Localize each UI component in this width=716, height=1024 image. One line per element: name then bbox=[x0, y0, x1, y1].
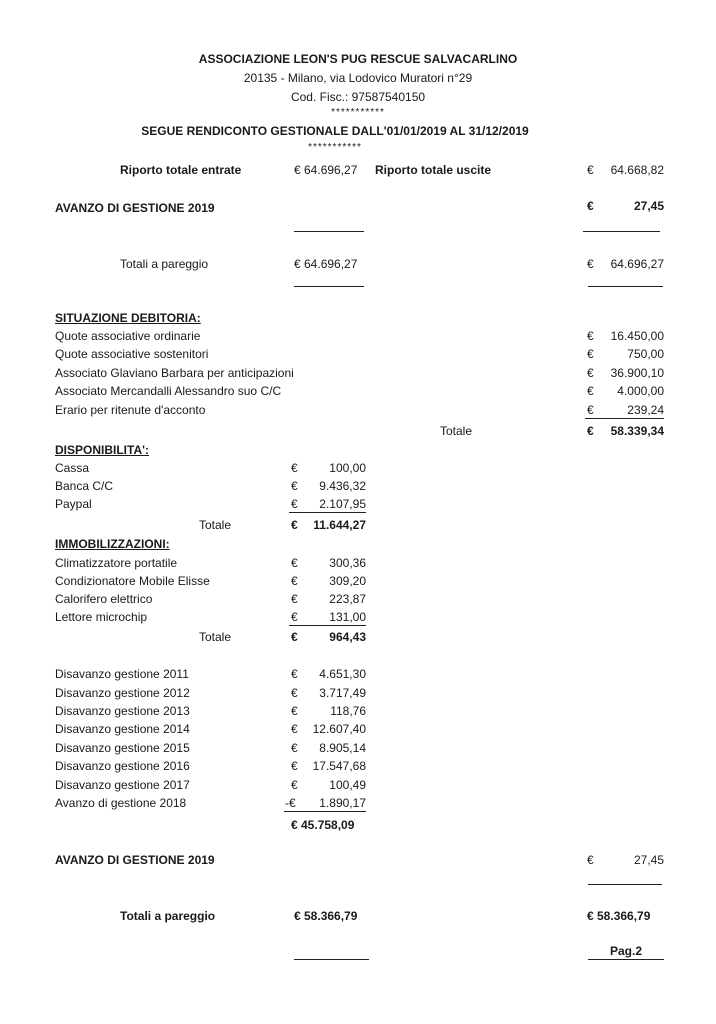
divider bbox=[294, 959, 369, 960]
debt-total-label: Totale bbox=[440, 424, 473, 438]
riporto-entrate-label: Riporto totale entrate bbox=[120, 163, 242, 177]
currency-symbol: € bbox=[291, 630, 298, 644]
divider bbox=[583, 231, 660, 232]
currency-symbol: -€ bbox=[285, 796, 296, 810]
currency-symbol: € bbox=[291, 592, 298, 606]
deficit-item-label: Disavanzo gestione 2013 bbox=[55, 704, 190, 718]
report-subtitle: SEGUE RENDICONTO GESTIONALE DALL'01/01/2019 AL 31/12/2019 bbox=[141, 124, 529, 138]
deficit-item-label: Disavanzo gestione 2016 bbox=[55, 759, 190, 773]
currency-symbol: € bbox=[587, 199, 594, 213]
deficit-item-label: Disavanzo gestione 2012 bbox=[55, 686, 190, 700]
currency-symbol: € bbox=[587, 257, 594, 271]
deficit-item-value: 3.717,49 bbox=[319, 686, 366, 700]
currency-symbol: € bbox=[587, 424, 594, 438]
deficit-item-value: 1.890,17 bbox=[319, 796, 366, 810]
deficit-item-label: Disavanzo gestione 2011 bbox=[55, 667, 189, 681]
currency-symbol: € bbox=[587, 163, 594, 177]
asset-item-value: 9.436,32 bbox=[319, 479, 366, 493]
fixed-asset-total-label: Totale bbox=[199, 630, 232, 644]
fixed-asset-value: 131,00 bbox=[329, 610, 366, 624]
deficit-item-value: 12.607,40 bbox=[312, 722, 366, 736]
currency-symbol: € bbox=[291, 556, 298, 570]
debt-item-value: 239,24 bbox=[627, 403, 664, 417]
debt-item-label: Associato Glaviano Barbara per anticipazioni bbox=[55, 366, 294, 380]
deficit-item-value: 100,49 bbox=[329, 778, 366, 792]
asset-item-label: Cassa bbox=[55, 461, 90, 475]
separator-stars: *********** bbox=[331, 107, 385, 118]
deficit-item-value: 8.905,14 bbox=[319, 741, 366, 755]
deficit-total-value: € 45.758,09 bbox=[291, 818, 355, 832]
divider bbox=[294, 231, 364, 232]
riporto-uscite-label: Riporto totale uscite bbox=[375, 163, 492, 177]
separator-stars: *********** bbox=[308, 142, 362, 153]
asset-total-label: Totale bbox=[199, 518, 232, 532]
deficit-item-label: Disavanzo gestione 2014 bbox=[55, 722, 190, 736]
currency-symbol: € bbox=[587, 403, 594, 417]
fixed-asset-label: Climatizzatore portatile bbox=[55, 556, 178, 570]
divider bbox=[289, 512, 366, 513]
totali-pareggio-label: Totali a pareggio bbox=[120, 909, 216, 923]
debt-item-value: 16.450,00 bbox=[610, 329, 664, 343]
currency-symbol: € bbox=[587, 347, 594, 361]
debt-total-value: 58.339,34 bbox=[610, 424, 664, 438]
asset-total-value: 11.644,27 bbox=[313, 518, 366, 532]
currency-symbol: € bbox=[291, 574, 298, 588]
currency-symbol: € bbox=[291, 461, 298, 475]
totali-pareggio-right: € 58.366,79 bbox=[587, 909, 651, 923]
currency-symbol: € bbox=[291, 518, 298, 532]
riporto-entrate-value: € 64.696,27 bbox=[294, 163, 358, 177]
divider bbox=[588, 959, 664, 960]
debt-item-value: 36.900,10 bbox=[610, 366, 664, 380]
currency-symbol: € bbox=[587, 366, 594, 380]
totali-pareggio-left: € 64.696,27 bbox=[294, 257, 358, 271]
section-title-immobilizzazioni: IMMOBILIZZAZIONI: bbox=[55, 537, 170, 551]
debt-item-value: 4.000,00 bbox=[617, 384, 664, 398]
asset-item-value: 2.107,95 bbox=[319, 497, 366, 511]
currency-symbol: € bbox=[291, 704, 298, 718]
fixed-asset-label: Condizionatore Mobile Elisse bbox=[55, 574, 210, 588]
debt-item-label: Erario per ritenute d'acconto bbox=[55, 403, 206, 417]
debt-item-label: Associato Mercandalli Alessandro suo C/C bbox=[55, 384, 282, 398]
deficit-item-label: Avanzo di gestione 2018 bbox=[55, 796, 187, 810]
totali-pareggio-right: 64.696,27 bbox=[610, 257, 664, 271]
deficit-item-label: Disavanzo gestione 2017 bbox=[55, 778, 190, 792]
avanzo-gestione-label: AVANZO DI GESTIONE 2019 bbox=[55, 853, 215, 867]
org-name: ASSOCIAZIONE LEON'S PUG RESCUE SALVACARLINO bbox=[198, 52, 518, 66]
org-address: 20135 - Milano, via Lodovico Muratori n°29 bbox=[243, 71, 473, 85]
currency-symbol: € bbox=[291, 759, 298, 773]
avanzo-gestione-value: 27,45 bbox=[633, 199, 664, 213]
fixed-asset-label: Lettore microchip bbox=[55, 610, 148, 624]
fixed-asset-label: Calorifero elettrico bbox=[55, 592, 153, 606]
fixed-asset-value: 223,87 bbox=[329, 592, 366, 606]
page-number: Pag.2 bbox=[610, 944, 643, 958]
fixed-asset-value: 300,36 bbox=[329, 556, 366, 570]
asset-item-label: Banca C/C bbox=[55, 479, 114, 493]
totali-pareggio-label: Totali a pareggio bbox=[120, 257, 209, 271]
totali-pareggio-left: € 58.366,79 bbox=[294, 909, 358, 923]
section-title-disponibilita: DISPONIBILITA': bbox=[55, 443, 149, 457]
divider bbox=[588, 286, 663, 287]
divider bbox=[294, 286, 364, 287]
divider bbox=[588, 884, 662, 885]
avanzo-gestione-value: 27,45 bbox=[633, 853, 664, 867]
currency-symbol: € bbox=[291, 667, 298, 681]
currency-symbol: € bbox=[587, 384, 594, 398]
currency-symbol: € bbox=[291, 610, 298, 624]
currency-symbol: € bbox=[291, 722, 298, 736]
currency-symbol: € bbox=[587, 853, 594, 867]
debt-item-value: 750,00 bbox=[627, 347, 664, 361]
divider bbox=[284, 811, 366, 812]
debt-item-label: Quote associative ordinarie bbox=[55, 329, 201, 343]
currency-symbol: € bbox=[291, 741, 298, 755]
currency-symbol: € bbox=[587, 329, 594, 343]
currency-symbol: € bbox=[291, 497, 298, 511]
avanzo-gestione-label: AVANZO DI GESTIONE 2019 bbox=[55, 201, 215, 215]
currency-symbol: € bbox=[291, 479, 298, 493]
debt-item-label: Quote associative sostenitori bbox=[55, 347, 209, 361]
fixed-asset-value: 309,20 bbox=[329, 574, 366, 588]
deficit-item-value: 118,76 bbox=[330, 704, 366, 718]
currency-symbol: € bbox=[291, 686, 298, 700]
currency-symbol: € bbox=[291, 778, 298, 792]
section-title-debitoria: SITUAZIONE DEBITORIA: bbox=[55, 311, 201, 325]
asset-item-label: Paypal bbox=[55, 497, 92, 511]
asset-item-value: 100,00 bbox=[329, 461, 366, 475]
fiscal-code: Cod. Fisc.: 97587540150 bbox=[290, 90, 426, 104]
deficit-item-value: 17.547,68 bbox=[312, 759, 366, 773]
divider bbox=[585, 418, 664, 419]
riporto-uscite-value: 64.668,82 bbox=[610, 163, 664, 177]
divider bbox=[289, 625, 366, 626]
deficit-item-value: 4.651,30 bbox=[319, 667, 366, 681]
deficit-item-label: Disavanzo gestione 2015 bbox=[55, 741, 190, 755]
fixed-asset-total-value: 964,43 bbox=[329, 630, 366, 644]
